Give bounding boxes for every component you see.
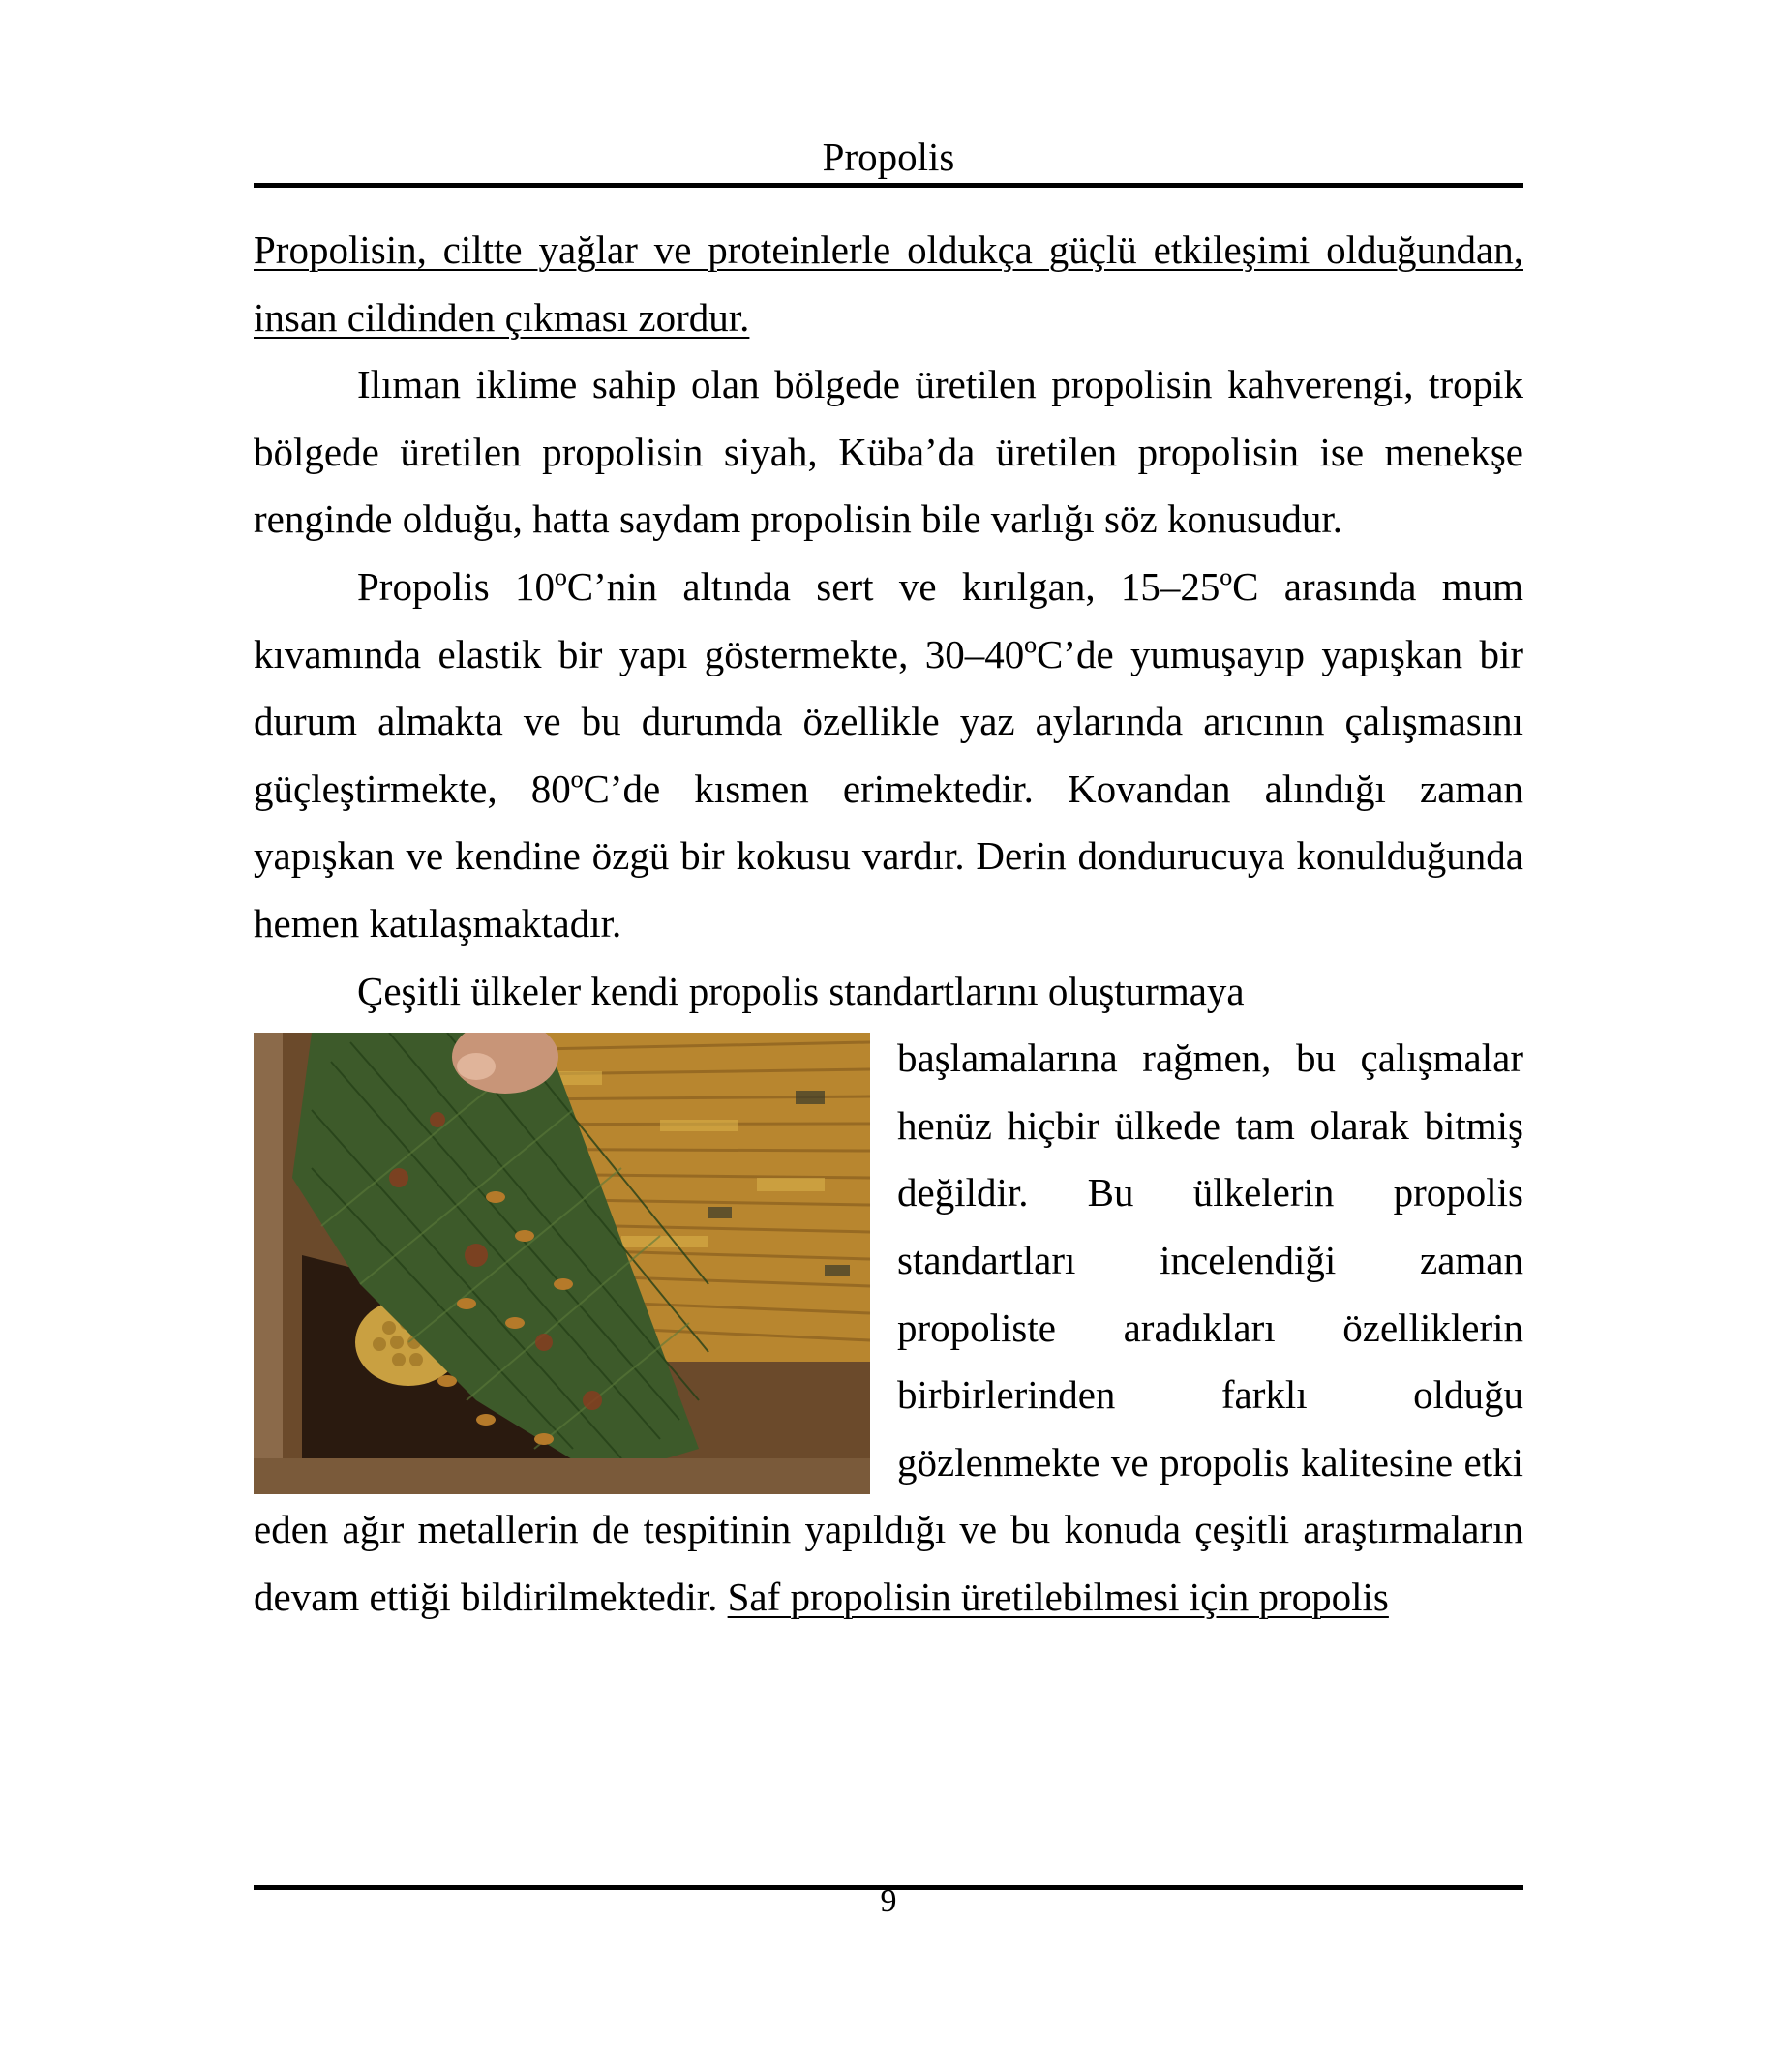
paragraph-3: Propolis 10ºC’nin altında sert ve kırılgan, 15–25ºC arasında mum kıvamında elastik bir yapı göstermekte, 30–40ºC’de yumuşayıp yapışkan bir durum almakta ve bu durumda özellikle yaz aylarında arıcının çalışmasını güçleştirmekte, 80ºC’de kısmen erimektedir. Kovandan alındığı zaman yapışkan ve kendine özgü bir kokusu vardır. Derin dondurucuya konulduğunda hemen katılaşmaktadır.: [254, 563, 1523, 946]
paragraph-1: [254, 217, 1523, 351]
page-header-title: Propolis: [822, 135, 955, 179]
paragraph-4-first-line: Çeşitli ülkeler kendi propolis standartlarını oluşturmaya: [357, 968, 1245, 1013]
body-text: [254, 217, 1523, 1631]
beehive-photo-icon: [254, 1033, 870, 1494]
underlined-tail: Saf propolisin üretilebilmesi için propolis: [727, 1574, 1389, 1619]
page-number: 9: [880, 1883, 897, 1919]
header-rule: [254, 183, 1523, 188]
paragraph-4-body: başlamalarına rağmen, bu çalışmalar henüz hiçbir ülkede tam olarak bitmiş değildir. Bu ülkelerin propolis standartları incelendiği zaman propoliste aradıkları özelliklerin birbirlerinden farklı olduğu gözlenmekte ve propolis kalitesine etki eden ağır metallerin de tespitinin yapıldığı ve bu konuda çeşitli araştırmaların devam ettiği bildirilmektedir.: [254, 1036, 1523, 1619]
underlined-sentence: Propolisin, ciltte yağlar ve proteinlerle oldukça güçlü etkileşimi olduğundan, insan cildinden çıkması zordur.: [254, 227, 1523, 340]
propolis-trap-photo: [254, 1033, 870, 1494]
paragraph-2: Ilıman iklime sahip olan bölgede üretilen propolisin kahverengi, tropik bölgede üretilen propolisin siyah, Küba’da üretilen propolisin ise menekşe renginde olduğu, hatta saydam propolisin bile varlığı söz konusudur.: [254, 362, 1523, 542]
